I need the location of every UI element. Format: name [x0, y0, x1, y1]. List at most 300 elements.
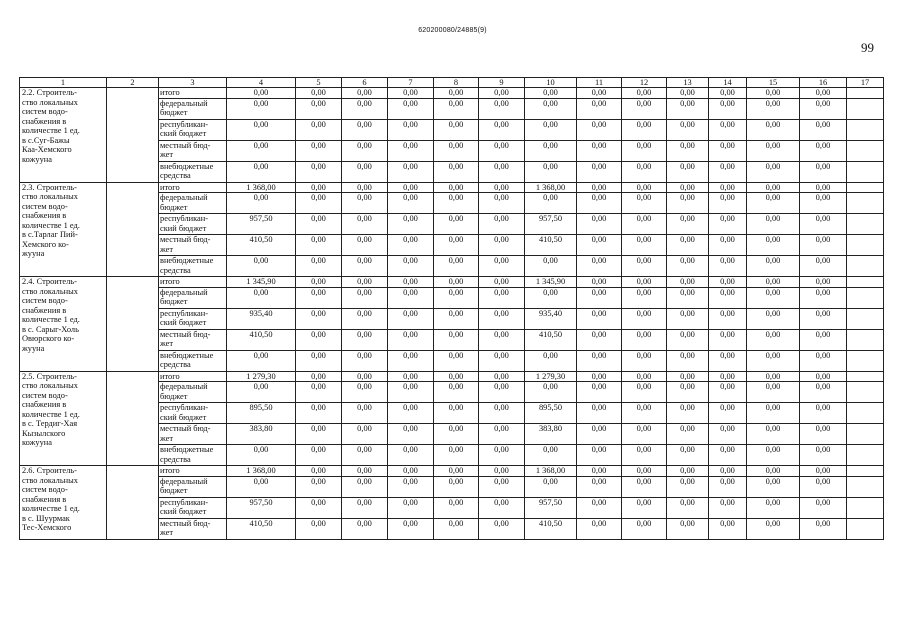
value-cell: 0,00 [296, 382, 342, 403]
value-cell: 0,00 [577, 256, 622, 277]
value-cell: 0,00 [747, 466, 800, 476]
value-cell: 0,00 [388, 161, 434, 182]
value-cell: 0,00 [747, 214, 800, 235]
value-cell: 0,00 [709, 382, 747, 403]
value-cell: 0,00 [434, 88, 479, 98]
value-cell: 0,00 [342, 161, 388, 182]
value-cell: 0,00 [622, 287, 667, 308]
value-cell: 0,00 [747, 140, 800, 161]
executor-cell [107, 182, 159, 276]
value-cell: 0,00 [667, 235, 709, 256]
page-number: 99 [861, 40, 874, 55]
value-cell: 0,00 [479, 371, 525, 381]
value-cell: 0,00 [296, 235, 342, 256]
value-cell: 0,00 [342, 403, 388, 424]
empty-cell [847, 256, 884, 277]
value-cell: 0,00 [342, 424, 388, 445]
value-cell: 0,00 [479, 161, 525, 182]
value-cell: 0,00 [747, 161, 800, 182]
funding-source: федеральный бюджет [159, 193, 227, 214]
column-header-16: 16 [800, 78, 847, 88]
funding-source: внебюджетные средства [159, 161, 227, 182]
value-cell: 0,00 [227, 287, 296, 308]
value-cell: 0,00 [800, 350, 847, 371]
value-cell: 0,00 [479, 287, 525, 308]
value-cell: 0,00 [800, 371, 847, 381]
value-cell: 0,00 [525, 161, 577, 182]
value-cell: 410,50 [525, 518, 577, 539]
value-cell: 0,00 [479, 119, 525, 140]
value-cell: 0,00 [434, 140, 479, 161]
value-cell: 0,00 [577, 214, 622, 235]
value-cell: 0,00 [388, 88, 434, 98]
column-header-10: 10 [525, 78, 577, 88]
value-cell: 0,00 [479, 88, 525, 98]
value-cell: 410,50 [227, 235, 296, 256]
value-cell: 0,00 [800, 382, 847, 403]
value-cell: 0,00 [342, 193, 388, 214]
table-row [20, 277, 884, 287]
value-cell: 0,00 [577, 277, 622, 287]
value-cell: 0,00 [800, 140, 847, 161]
value-cell: 0,00 [622, 182, 667, 192]
value-cell: 410,50 [525, 329, 577, 350]
value-cell: 0,00 [667, 161, 709, 182]
value-cell: 0,00 [800, 497, 847, 518]
value-cell: 0,00 [388, 497, 434, 518]
value-cell: 0,00 [577, 424, 622, 445]
table-row [20, 371, 884, 381]
executor-cell [107, 88, 159, 182]
value-cell: 0,00 [800, 277, 847, 287]
value-cell: 0,00 [667, 466, 709, 476]
value-cell: 0,00 [577, 308, 622, 329]
value-cell: 0,00 [296, 119, 342, 140]
empty-cell [847, 497, 884, 518]
column-header-9: 9 [479, 78, 525, 88]
value-cell: 0,00 [479, 518, 525, 539]
value-cell: 0,00 [227, 140, 296, 161]
budget-table [19, 77, 884, 540]
value-cell: 0,00 [709, 98, 747, 119]
value-cell: 0,00 [479, 140, 525, 161]
funding-source: итого [159, 182, 227, 192]
value-cell: 0,00 [296, 350, 342, 371]
value-cell: 0,00 [800, 403, 847, 424]
value-cell: 0,00 [577, 140, 622, 161]
value-cell: 0,00 [577, 350, 622, 371]
value-cell: 0,00 [388, 140, 434, 161]
value-cell: 0,00 [388, 287, 434, 308]
funding-source: республикан- ский бюджет [159, 214, 227, 235]
value-cell: 0,00 [709, 445, 747, 466]
value-cell: 0,00 [709, 287, 747, 308]
value-cell: 0,00 [227, 350, 296, 371]
value-cell: 0,00 [622, 350, 667, 371]
value-cell: 0,00 [622, 88, 667, 98]
value-cell: 0,00 [667, 140, 709, 161]
value-cell: 0,00 [434, 256, 479, 277]
value-cell: 410,50 [227, 329, 296, 350]
value-cell: 0,00 [479, 382, 525, 403]
value-cell: 0,00 [479, 424, 525, 445]
value-cell: 0,00 [525, 88, 577, 98]
column-header-15: 15 [747, 78, 800, 88]
value-cell: 0,00 [667, 350, 709, 371]
value-cell: 0,00 [709, 371, 747, 381]
value-cell: 0,00 [479, 466, 525, 476]
value-cell: 0,00 [388, 214, 434, 235]
value-cell: 0,00 [709, 161, 747, 182]
empty-cell [847, 371, 884, 381]
funding-source: местный бюд- жет [159, 424, 227, 445]
value-cell: 0,00 [622, 424, 667, 445]
funding-source: федеральный бюджет [159, 287, 227, 308]
value-cell: 0,00 [296, 445, 342, 466]
value-cell: 0,00 [747, 277, 800, 287]
column-header-3: 3 [159, 78, 227, 88]
value-cell: 1 368,00 [227, 182, 296, 192]
value-cell: 0,00 [577, 382, 622, 403]
value-cell: 0,00 [342, 476, 388, 497]
value-cell: 0,00 [342, 329, 388, 350]
value-cell: 0,00 [227, 88, 296, 98]
value-cell: 0,00 [525, 98, 577, 119]
value-cell: 0,00 [747, 193, 800, 214]
value-cell: 0,00 [709, 518, 747, 539]
funding-source: итого [159, 277, 227, 287]
column-header-2: 2 [107, 78, 159, 88]
value-cell: 0,00 [296, 140, 342, 161]
value-cell: 0,00 [709, 140, 747, 161]
value-cell: 0,00 [434, 214, 479, 235]
value-cell: 0,00 [434, 329, 479, 350]
value-cell: 957,50 [525, 214, 577, 235]
value-cell: 0,00 [709, 193, 747, 214]
value-cell: 0,00 [709, 329, 747, 350]
value-cell: 0,00 [747, 476, 800, 497]
value-cell: 0,00 [342, 497, 388, 518]
value-cell: 0,00 [747, 497, 800, 518]
value-cell: 0,00 [434, 98, 479, 119]
value-cell: 0,00 [388, 476, 434, 497]
value-cell: 0,00 [622, 119, 667, 140]
value-cell: 0,00 [667, 308, 709, 329]
value-cell: 0,00 [709, 88, 747, 98]
value-cell: 0,00 [342, 277, 388, 287]
value-cell: 0,00 [388, 256, 434, 277]
empty-cell [847, 214, 884, 235]
funding-source: внебюджетные средства [159, 350, 227, 371]
value-cell: 0,00 [296, 98, 342, 119]
executor-cell [107, 371, 159, 465]
value-cell: 0,00 [747, 235, 800, 256]
executor-cell [107, 277, 159, 371]
value-cell: 0,00 [342, 235, 388, 256]
value-cell: 0,00 [800, 518, 847, 539]
value-cell: 0,00 [525, 287, 577, 308]
empty-cell [847, 98, 884, 119]
value-cell: 0,00 [388, 329, 434, 350]
value-cell: 0,00 [388, 382, 434, 403]
value-cell: 0,00 [434, 466, 479, 476]
value-cell: 957,50 [227, 214, 296, 235]
value-cell: 0,00 [434, 497, 479, 518]
empty-cell [847, 403, 884, 424]
value-cell: 0,00 [577, 329, 622, 350]
value-cell: 0,00 [434, 350, 479, 371]
value-cell: 0,00 [342, 287, 388, 308]
value-cell: 0,00 [479, 476, 525, 497]
value-cell: 1 368,00 [525, 182, 577, 192]
measure-name: 2.4. Строитель- ство локальных систем водо- снабжения в количестве 1 ед. в с. Сарыг-Холь Овюрского ко- жууна [20, 277, 107, 371]
empty-cell [847, 161, 884, 182]
value-cell: 0,00 [525, 140, 577, 161]
value-cell: 935,40 [227, 308, 296, 329]
value-cell: 0,00 [667, 497, 709, 518]
value-cell: 0,00 [667, 182, 709, 192]
funding-source: итого [159, 371, 227, 381]
column-header-14: 14 [709, 78, 747, 88]
value-cell: 0,00 [800, 256, 847, 277]
measure-name: 2.6. Строитель- ство локальных систем водо- снабжения в количестве 1 ед. в с. Шуурмак Тес-Хемского [20, 466, 107, 539]
funding-source: итого [159, 466, 227, 476]
value-cell: 0,00 [622, 214, 667, 235]
value-cell: 0,00 [577, 193, 622, 214]
value-cell: 0,00 [296, 161, 342, 182]
value-cell: 0,00 [800, 424, 847, 445]
value-cell: 0,00 [525, 445, 577, 466]
value-cell: 0,00 [667, 329, 709, 350]
value-cell: 0,00 [388, 277, 434, 287]
value-cell: 0,00 [800, 98, 847, 119]
value-cell: 0,00 [434, 119, 479, 140]
value-cell: 0,00 [342, 445, 388, 466]
value-cell: 0,00 [227, 445, 296, 466]
value-cell: 0,00 [709, 235, 747, 256]
value-cell: 0,00 [577, 182, 622, 192]
value-cell: 0,00 [747, 329, 800, 350]
value-cell: 0,00 [296, 466, 342, 476]
value-cell: 0,00 [800, 214, 847, 235]
empty-cell [847, 308, 884, 329]
column-header-6: 6 [342, 78, 388, 88]
value-cell: 383,80 [525, 424, 577, 445]
value-cell: 0,00 [227, 161, 296, 182]
value-cell: 0,00 [479, 308, 525, 329]
value-cell: 0,00 [296, 424, 342, 445]
value-cell: 0,00 [622, 98, 667, 119]
value-cell: 0,00 [622, 466, 667, 476]
value-cell: 0,00 [622, 403, 667, 424]
value-cell: 0,00 [479, 214, 525, 235]
value-cell: 0,00 [577, 403, 622, 424]
value-cell: 410,50 [525, 235, 577, 256]
value-cell: 1 279,30 [227, 371, 296, 381]
value-cell: 0,00 [342, 256, 388, 277]
column-header-13: 13 [667, 78, 709, 88]
value-cell: 0,00 [622, 308, 667, 329]
value-cell: 0,00 [479, 445, 525, 466]
value-cell: 0,00 [667, 256, 709, 277]
funding-source: местный бюд- жет [159, 329, 227, 350]
value-cell: 0,00 [667, 382, 709, 403]
value-cell: 0,00 [296, 256, 342, 277]
value-cell: 0,00 [434, 161, 479, 182]
value-cell: 0,00 [296, 308, 342, 329]
value-cell: 0,00 [525, 476, 577, 497]
value-cell: 0,00 [622, 235, 667, 256]
value-cell: 0,00 [747, 382, 800, 403]
value-cell: 0,00 [434, 476, 479, 497]
executor-cell [107, 466, 159, 539]
empty-cell [847, 466, 884, 476]
value-cell: 0,00 [525, 382, 577, 403]
value-cell: 0,00 [800, 445, 847, 466]
value-cell: 0,00 [388, 466, 434, 476]
value-cell: 0,00 [296, 287, 342, 308]
value-cell: 0,00 [434, 235, 479, 256]
value-cell: 0,00 [747, 119, 800, 140]
empty-cell [847, 140, 884, 161]
column-header-5: 5 [296, 78, 342, 88]
value-cell: 0,00 [622, 518, 667, 539]
value-cell: 0,00 [800, 287, 847, 308]
value-cell: 0,00 [388, 119, 434, 140]
value-cell: 0,00 [479, 350, 525, 371]
funding-source: республикан- ский бюджет [159, 497, 227, 518]
value-cell: 1 345,90 [525, 277, 577, 287]
column-header-1: 1 [20, 78, 107, 88]
value-cell: 0,00 [434, 308, 479, 329]
value-cell: 0,00 [747, 371, 800, 381]
column-header-8: 8 [434, 78, 479, 88]
empty-cell [847, 329, 884, 350]
value-cell: 0,00 [388, 371, 434, 381]
column-header-17: 17 [847, 78, 884, 88]
value-cell: 0,00 [296, 403, 342, 424]
value-cell: 957,50 [525, 497, 577, 518]
value-cell: 0,00 [622, 445, 667, 466]
table-row [20, 182, 884, 192]
value-cell: 383,80 [227, 424, 296, 445]
value-cell: 0,00 [747, 98, 800, 119]
column-header-4: 4 [227, 78, 296, 88]
value-cell: 0,00 [800, 193, 847, 214]
funding-source: республикан- ский бюджет [159, 119, 227, 140]
empty-cell [847, 518, 884, 539]
value-cell: 0,00 [709, 466, 747, 476]
value-cell: 0,00 [434, 382, 479, 403]
funding-source: итого [159, 88, 227, 98]
value-cell: 0,00 [622, 497, 667, 518]
table-body [20, 78, 884, 540]
value-cell: 0,00 [342, 214, 388, 235]
value-cell: 0,00 [479, 497, 525, 518]
value-cell: 0,00 [747, 424, 800, 445]
funding-source: внебюджетные средства [159, 256, 227, 277]
empty-cell [847, 424, 884, 445]
value-cell: 0,00 [342, 466, 388, 476]
column-header-12: 12 [622, 78, 667, 88]
value-cell: 0,00 [709, 424, 747, 445]
value-cell: 0,00 [296, 88, 342, 98]
value-cell: 0,00 [747, 287, 800, 308]
value-cell: 0,00 [296, 371, 342, 381]
value-cell: 1 345,90 [227, 277, 296, 287]
table-row [20, 466, 884, 476]
value-cell: 0,00 [577, 445, 622, 466]
value-cell: 0,00 [342, 182, 388, 192]
value-cell: 0,00 [388, 518, 434, 539]
column-number-row [20, 78, 884, 88]
value-cell: 0,00 [747, 308, 800, 329]
value-cell: 0,00 [388, 445, 434, 466]
value-cell: 0,00 [667, 193, 709, 214]
value-cell: 0,00 [577, 161, 622, 182]
value-cell: 0,00 [525, 256, 577, 277]
value-cell: 0,00 [525, 119, 577, 140]
value-cell: 0,00 [622, 140, 667, 161]
value-cell: 0,00 [388, 193, 434, 214]
value-cell: 0,00 [667, 445, 709, 466]
value-cell: 0,00 [434, 193, 479, 214]
empty-cell [847, 193, 884, 214]
value-cell: 0,00 [577, 476, 622, 497]
value-cell: 0,00 [709, 214, 747, 235]
value-cell: 0,00 [388, 182, 434, 192]
value-cell: 0,00 [800, 308, 847, 329]
value-cell: 0,00 [434, 287, 479, 308]
value-cell: 0,00 [434, 518, 479, 539]
value-cell: 0,00 [342, 88, 388, 98]
value-cell: 0,00 [388, 403, 434, 424]
value-cell: 0,00 [434, 371, 479, 381]
value-cell: 935,40 [525, 308, 577, 329]
value-cell: 0,00 [577, 98, 622, 119]
value-cell: 0,00 [667, 214, 709, 235]
value-cell: 0,00 [227, 193, 296, 214]
value-cell: 0,00 [434, 424, 479, 445]
value-cell: 0,00 [667, 403, 709, 424]
value-cell: 0,00 [342, 98, 388, 119]
value-cell: 0,00 [747, 350, 800, 371]
value-cell: 0,00 [622, 277, 667, 287]
measure-name: 2.3. Строитель- ство локальных систем водо- снабжения в количестве 1 ед. в с.Тарлаг Пий- Хемского ко- жууна [20, 182, 107, 276]
empty-cell [847, 382, 884, 403]
value-cell: 0,00 [296, 518, 342, 539]
empty-cell [847, 88, 884, 98]
value-cell: 0,00 [709, 182, 747, 192]
value-cell: 0,00 [479, 182, 525, 192]
value-cell: 0,00 [388, 235, 434, 256]
column-header-11: 11 [577, 78, 622, 88]
value-cell: 0,00 [800, 329, 847, 350]
value-cell: 0,00 [388, 424, 434, 445]
value-cell: 0,00 [577, 88, 622, 98]
value-cell: 0,00 [800, 466, 847, 476]
value-cell: 0,00 [227, 119, 296, 140]
value-cell: 0,00 [747, 88, 800, 98]
value-cell: 0,00 [342, 119, 388, 140]
table-row [20, 88, 884, 98]
value-cell: 0,00 [296, 277, 342, 287]
value-cell: 0,00 [227, 476, 296, 497]
value-cell: 0,00 [747, 182, 800, 192]
value-cell: 0,00 [800, 235, 847, 256]
funding-source: федеральный бюджет [159, 382, 227, 403]
value-cell: 0,00 [577, 518, 622, 539]
